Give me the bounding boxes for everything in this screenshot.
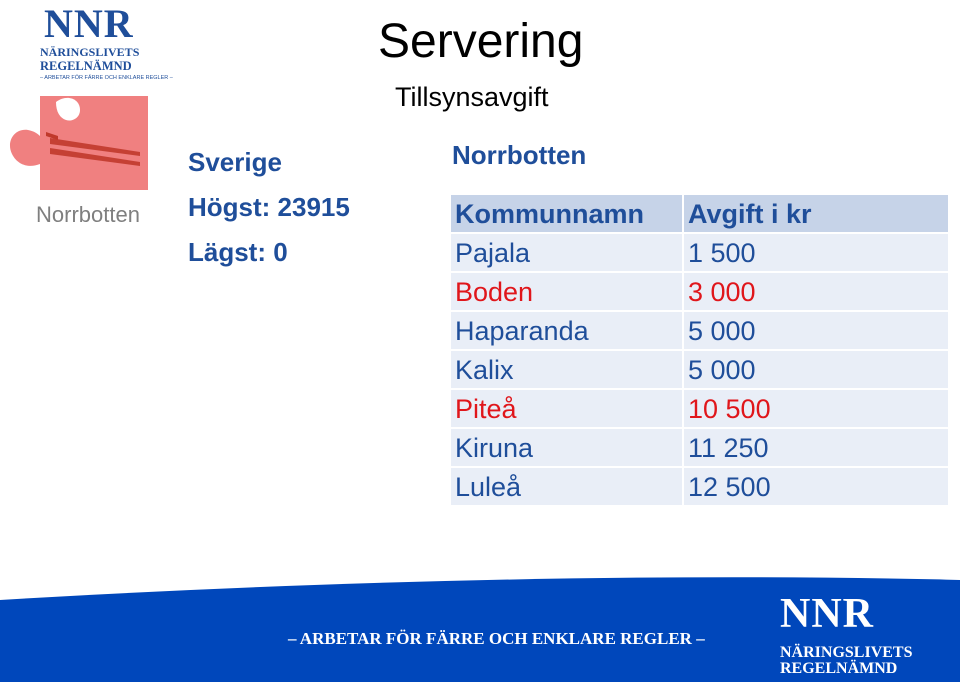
- fee-cell: 1 500: [683, 233, 949, 272]
- footer-slogan: – ARBETAR FÖR FÄRRE OCH ENKLARE REGLER –: [288, 629, 705, 648]
- municipality-cell: Haparanda: [450, 311, 683, 350]
- fee-cell: 5 000: [683, 350, 949, 389]
- footer-logo-line2: REGELNÄMND: [780, 660, 898, 677]
- municipality-cell: Luleå: [450, 467, 683, 506]
- fee-table: [449, 193, 950, 507]
- national-highest: Högst: 23915: [188, 192, 350, 222]
- footer-nnr-logo: [778, 591, 928, 682]
- table-row: [450, 311, 949, 350]
- footer-logo-line1: NÄRINGSLIVETS: [780, 644, 913, 661]
- table-row: [450, 428, 949, 467]
- municipality-cell: Kiruna: [450, 428, 683, 467]
- municipality-cell: Pajala: [450, 233, 683, 272]
- municipality-cell: Boden: [450, 272, 683, 311]
- table-header-row: [450, 194, 949, 233]
- table-row: [450, 272, 949, 311]
- national-lowest: Lägst: 0: [188, 237, 288, 267]
- fee-cell: 11 250: [683, 428, 949, 467]
- column-header-fee: Avgift i kr: [683, 194, 949, 233]
- table-row: [450, 350, 949, 389]
- municipality-cell: Piteå: [450, 389, 683, 428]
- fee-cell: 10 500: [683, 389, 949, 428]
- fee-cell: 12 500: [683, 467, 949, 506]
- table-row: [450, 389, 949, 428]
- logo-tagline: – ARBETAR FÖR FÄRRE OCH ENKLARE REGLER –: [40, 75, 173, 81]
- region-label: Norrbotten: [36, 202, 140, 227]
- national-heading: Sverige: [188, 147, 282, 177]
- table-heading: Norrbotten: [452, 140, 587, 170]
- fee-cell: 5 000: [683, 311, 949, 350]
- fork-knife-puzzle-icon: [0, 92, 160, 202]
- municipality-cell: Kalix: [450, 350, 683, 389]
- nnr-logo: [36, 1, 173, 84]
- page-subtitle: Tillsynsavgift: [395, 82, 549, 112]
- logo-line1: NÄRINGSLIVETS: [40, 45, 140, 59]
- table-row: [450, 233, 949, 272]
- table-row: [450, 467, 949, 506]
- national-stats: [188, 140, 350, 275]
- page-title: Servering: [378, 15, 584, 68]
- logo-line2: REGELNÄMND: [40, 59, 132, 73]
- logo-letters: NNR: [44, 1, 134, 46]
- column-header-municipality: Kommunnamn: [450, 194, 683, 233]
- fee-cell: 3 000: [683, 272, 949, 311]
- footer-logo-letters: NNR: [780, 591, 874, 637]
